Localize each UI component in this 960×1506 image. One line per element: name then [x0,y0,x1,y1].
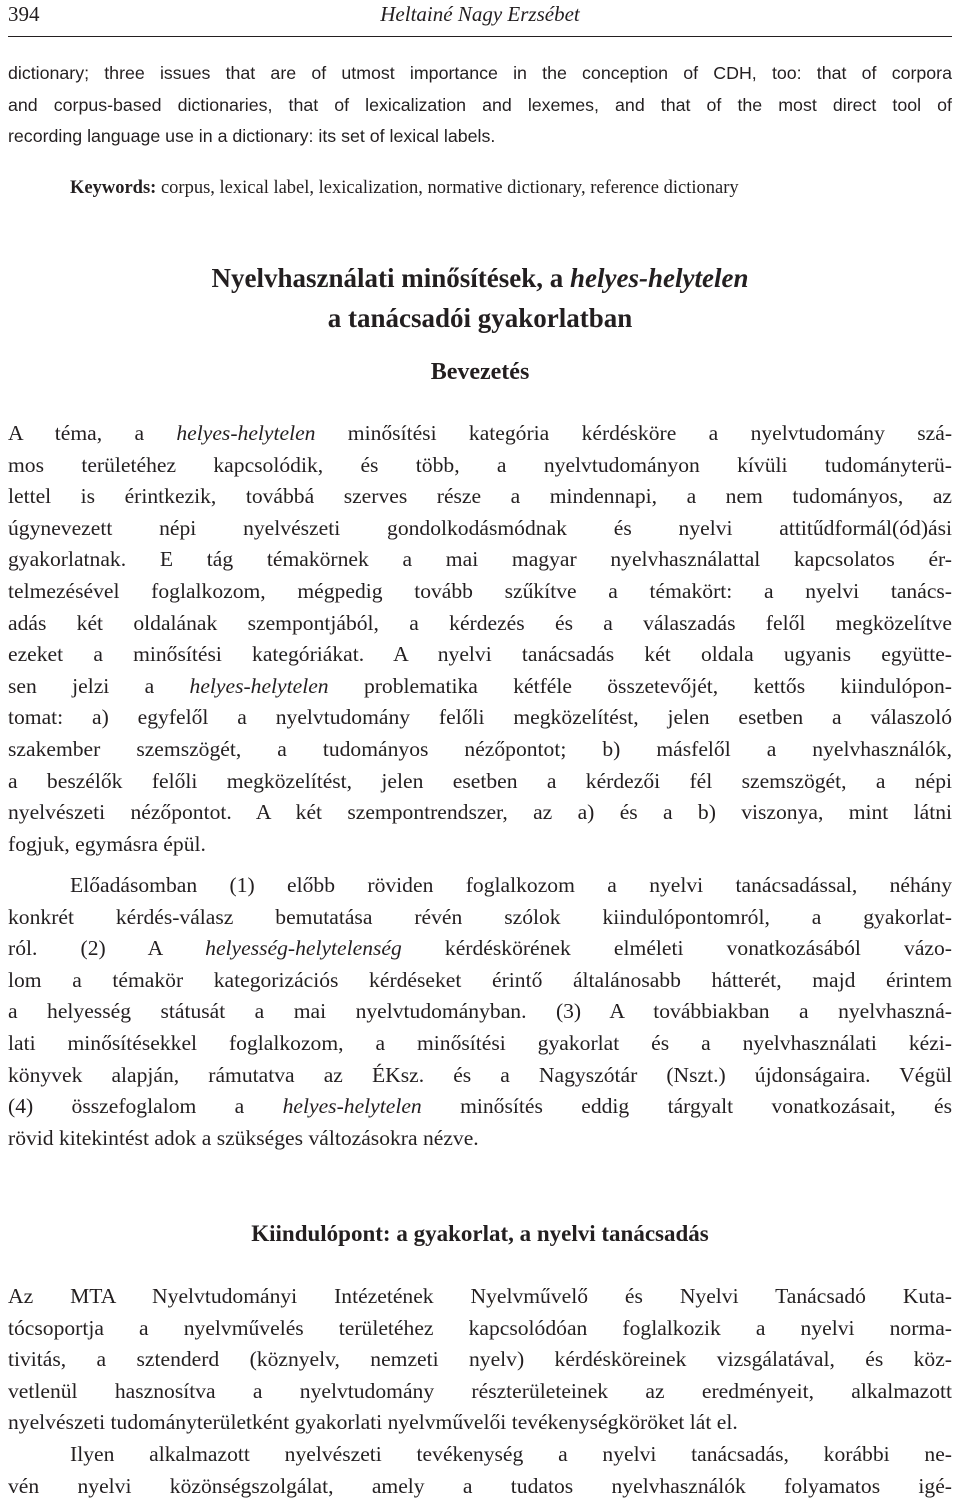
text-line [8,996,952,1028]
text-line [8,766,952,798]
section-heading-start: Kiindulópont: a gyakorlat, a nyelvi tanácsadás [251,1221,709,1246]
italic-term: helyes-helytelen [189,673,329,698]
text-segment: szakember szemszögét, a tudományos nézőpontot; b) másfelől a nyelvhasználók, [8,736,952,761]
abstract-line: dictionary; three issues that are of utmost importance in the conception of CDH, too: that of corpora [8,63,952,83]
section-heading-intro: Bevezetés [430,359,530,385]
text-line [8,450,952,482]
article-title [0,258,960,338]
italic-term: helyesség-helytelenség [205,936,402,961]
text-segment: (4) összefoglalom a [8,1094,283,1119]
text-segment: fogjuk, egymásra épül. [8,831,206,856]
text-segment: lom a témakör kategorizációs kérdéseket érintő általánosabb hátterét, majd érintem [8,967,952,992]
text-segment: ezeket a minősítési kategóriákat. A nyelvi tanácsadás két oldala ugyanis együtte- [8,642,952,667]
text-line [8,1060,952,1092]
text-segment: a helyesség státusát a mai nyelvtudományban. (3) A továbbiakban a nyelvhaszná- [8,999,952,1024]
title-part: Nyelvhasználati minősítések, a [211,263,571,293]
text-segment: tócsoportja a nyelvművelés területéhez kapcsolódóan foglalkozik a nyelvi norma- [8,1315,952,1340]
text-line [8,1281,952,1313]
text-segment: tomat: a) egyfelől a nyelvtudomány felőli megközelítést, jelen esetben a válaszoló [8,705,952,730]
text-line [8,576,952,608]
text-line [8,797,952,829]
text-line [8,1091,952,1123]
text-line [8,933,952,965]
page-number: 394 [8,2,40,26]
text-line [8,1028,952,1060]
text-line [8,870,952,902]
text-segment: rövid kitekintést adok a szükséges változásokra nézve. [8,1125,479,1150]
text-segment: vetlenül hasznosítva a nyelvtudomány részterületeinek az eredményeit, alkalmazott [8,1378,952,1403]
text-line [8,544,952,576]
text-line [8,829,952,861]
text-line [8,513,952,545]
text-line [8,965,952,997]
keywords-text: corpus, lexical label, lexicalization, normative dictionary, reference dictionary [160,178,739,198]
text-segment: sen jelzi a [8,673,190,698]
text-segment: lettel is érintkezik, továbbá szerves része a mindennapi, a nem tudományos, az [8,484,952,509]
italic-term: helyes-helytelen [282,1094,422,1119]
title-line-1 [0,258,960,298]
text-line [8,608,952,640]
text-segment: mos területéhez kapcsolódik, és több, a nyelvtudományon kívüli tudományterü- [8,452,952,477]
running-head: Heltainé Nagy Erzsébet [380,2,580,26]
text-line [8,671,952,703]
abstract-line: and corpus-based dictionaries, that of lexicalization and lexemes, and that of the most direct tool of [8,94,952,115]
text-segment: Előadásomban (1) előbb röviden foglalkozom a nyelvi tanácsadással, néhány [70,873,952,897]
italic-term: helyes-helytelen [176,421,316,445]
text-segment: minősítés eddig tárgyalt vonatkozásait, és [421,1094,952,1119]
keywords [70,174,950,202]
text-line [8,1313,952,1345]
text-segment: vén nyelvi közönségszolgálat, amely a tudatos nyelvhasználók folyamatos igé- [8,1473,952,1498]
text-line [8,418,952,450]
title-line-2: a tanácsadói gyakorlatban [327,303,633,333]
text-segment: gyakorlatnak. E tág témakörnek a mai magyar nyelvhasználattal kapcsolatos ér- [8,547,952,572]
abstract [8,58,952,153]
text-line [8,1344,952,1376]
abstract-line: recording language use in a dictionary: its set of lexical labels. [8,126,496,147]
page-header [8,0,952,30]
text-segment: könyvek alapján, rámutatva az ÉKsz. és a Nagyszótár (Nszt.) újdonságaira. Végül [8,1062,952,1087]
text-line [8,902,952,934]
intro-paragraph [8,418,952,860]
keywords-label: Keywords: [70,178,157,198]
text-segment: konkrét kérdés-válasz bemutatása révén szólok kiindulópontomról, a gyakorlat- [8,904,952,929]
text-segment: A téma, a [8,421,177,445]
text-segment: úgynevezett népi nyelvészeti gondolkodásmódnak és nyelvi attitűdformál(ód)ási [8,515,952,540]
text-segment: problematika kétféle összetevőjét, kettős kiindulópon- [328,673,953,698]
text-line [8,639,952,671]
text-segment: ról. (2) A [8,936,206,961]
text-segment: Az MTA Nyelvtudományi Intézetének Nyelvművelő és Nyelvi Tanácsadó Kuta- [8,1284,952,1308]
text-segment: a beszélők felőli megközelítést, jelen esetben a kérdezői fél szemszögét, a népi [8,768,952,793]
text-line [8,734,952,766]
text-segment: kérdéskörének elméleti vonatkozásából vázo- [401,936,952,961]
text-line [8,702,952,734]
text-segment: telmezésével foglalkozom, mégpedig tovább szűkítve a témakört: a nyelvi tanács- [8,578,952,603]
text-line [8,1471,952,1503]
text-segment: lati minősítésekkel foglalkozom, a minősítési gyakorlat és a nyelvhasználati kézi- [8,1030,952,1055]
outline-paragraph [8,870,952,1154]
text-segment: nyelvészeti tudományterületként gyakorlati nyelvművelői tevékenységköröket lát el. [8,1410,738,1435]
text-segment: adás két oldalának szempontjából, a kérdezés és a válaszadás felől megközelítve [8,610,952,635]
text-line [8,1376,952,1408]
text-line [8,1407,952,1439]
start-paragraph [8,1281,952,1502]
text-segment: tivitás, a sztenderd (köznyelv, nemzeti nyelv) kérdésköreinek vizsgálatával, és köz- [8,1347,952,1372]
title-italic: helyes-helytelen [570,263,749,293]
text-segment: Ilyen alkalmazott nyelvészeti tevékenység a nyelvi tanácsadás, korábbi ne- [70,1441,952,1466]
text-line [8,481,952,513]
text-line [8,1439,952,1471]
text-segment: nyelvészeti nézőpontot. A két szempontrendszer, az a) és a b) viszonya, mint látni [8,800,952,825]
header-rule [8,36,952,37]
text-segment: minősítési kategória kérdésköre a nyelvtudomány szá- [315,421,953,445]
text-line [8,1123,952,1155]
